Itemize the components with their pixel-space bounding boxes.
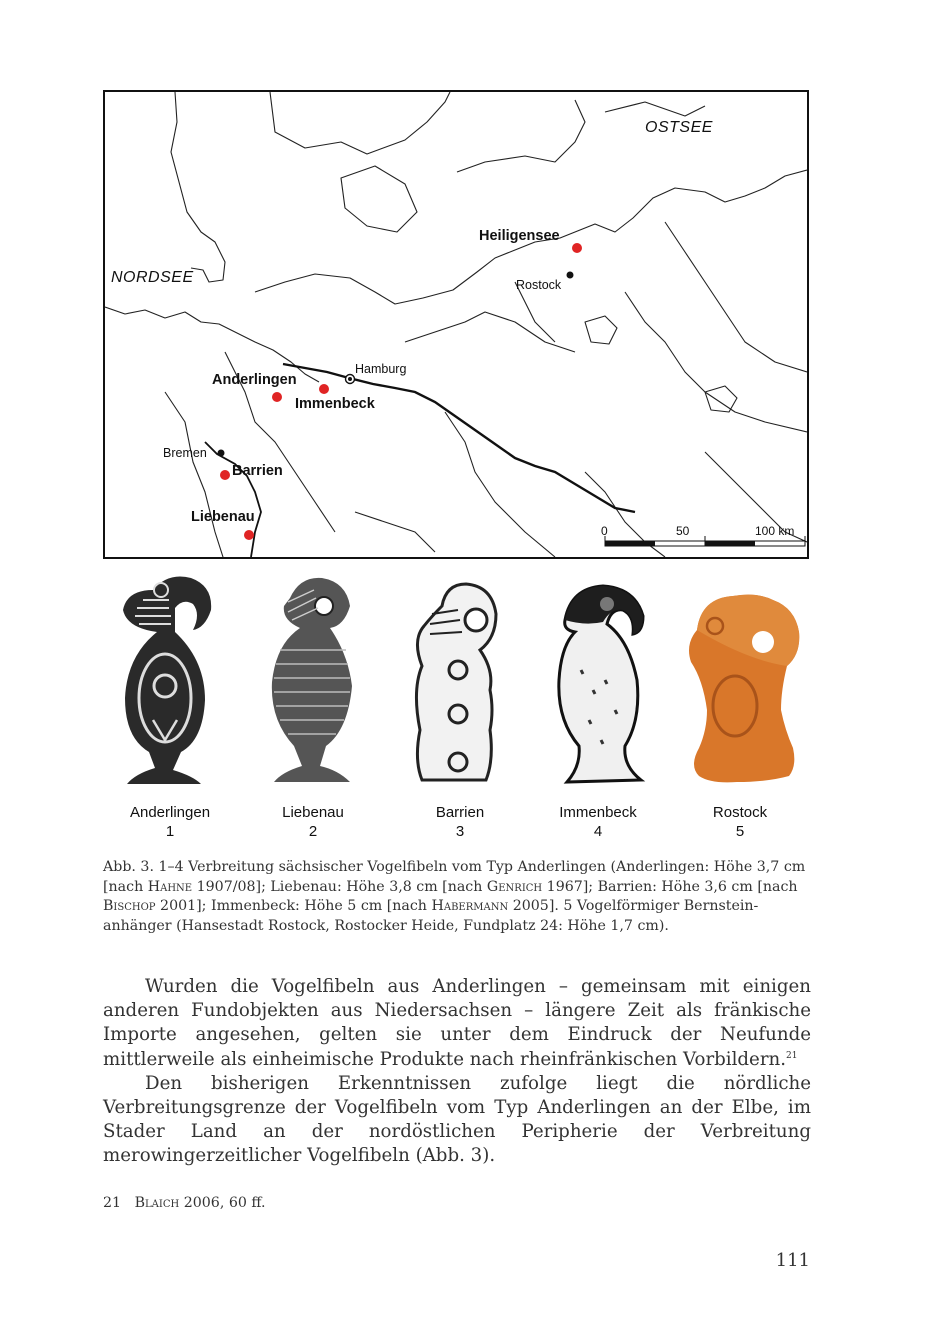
map-linework bbox=[105, 92, 807, 557]
river-10 bbox=[355, 512, 435, 552]
site-dot-immenbeck bbox=[319, 384, 329, 394]
caption-author: Genrich bbox=[486, 878, 543, 895]
figure-name: Anderlingen bbox=[129, 804, 211, 821]
figure-caption bbox=[103, 858, 811, 936]
caption-author: Hahne bbox=[147, 878, 193, 895]
figure-name: Immenbeck bbox=[559, 804, 637, 821]
figure-name: Barrien bbox=[435, 804, 485, 821]
fibula-immenbeck-drawing bbox=[545, 570, 655, 795]
footnote-ref[interactable]: 21 bbox=[786, 1050, 798, 1061]
site-dot-anderlingen bbox=[272, 392, 282, 402]
caption-author: Bischop bbox=[103, 898, 156, 914]
fibula-anderlingen-drawing bbox=[113, 570, 223, 795]
river-6 bbox=[665, 222, 807, 372]
caption-text: Abb. 3. 1–4 Verbreitung sächsischer Vogelfibeln vom Typ Anderlingen (Anderlingen: Höhe 3,7 cm [nach bbox=[103, 859, 806, 895]
scale-label-100km: 100 km bbox=[755, 524, 795, 538]
figure-number: 4 bbox=[593, 823, 603, 840]
fibula-liebenau-drawing bbox=[260, 570, 360, 795]
river-weser bbox=[205, 442, 261, 557]
caption-text: 1907/08]; Liebenau: Höhe 3,8 cm [nach bbox=[192, 878, 487, 895]
river-3 bbox=[405, 312, 575, 352]
scale-label-0: 0 bbox=[601, 524, 608, 538]
coastline-jutland bbox=[171, 92, 225, 282]
figure-number: 5 bbox=[735, 823, 745, 840]
river-1 bbox=[165, 392, 223, 557]
river-7 bbox=[445, 412, 555, 557]
site-label-liebenau: Liebenau bbox=[191, 509, 255, 525]
city-dot-rostock bbox=[567, 272, 574, 279]
city-dot-bremen bbox=[218, 450, 225, 457]
sea-label-ostsee: OSTSEE bbox=[645, 119, 713, 136]
paragraph-text: Wurden die Vogelfibeln aus Anderlingen – gemeinsam mit einigen anderen Fundobjekten aus Niedersachsen – längere Zeit als fränkische Importe angesehen, gelten sie unter dem Eindruck der Neufunde mittlerweile als einheimische Produkte nach rheinfränkischen Vorbildern. bbox=[103, 976, 811, 1070]
city-label-rostock: Rostock bbox=[516, 278, 562, 292]
site-label-barrien: Barrien bbox=[232, 463, 283, 479]
footnote-text: 2006, 60 ff. bbox=[179, 1195, 266, 1211]
site-dot-liebenau bbox=[244, 530, 254, 540]
lake-outline-2 bbox=[705, 386, 737, 412]
site-dot-heiligensee bbox=[572, 243, 582, 253]
figure-name: Rostock bbox=[712, 804, 768, 821]
caption-text: 2001]; Immenbeck: Höhe 5 cm [nach bbox=[155, 898, 432, 914]
caption-author: Habermann bbox=[431, 898, 509, 914]
site-dot-barrien bbox=[220, 470, 230, 480]
figure-number: 3 bbox=[455, 823, 465, 840]
site-label-immenbeck: Immenbeck bbox=[295, 396, 375, 412]
caption-text: 2005]. 5 Vogelförmiger Bernsteinanhänger (Hansestadt Rostock, Rostocker Heide, Fundplatz 24: Höhe 1,7 cm). bbox=[103, 898, 759, 934]
figure-name: Liebenau bbox=[282, 804, 344, 821]
distribution-map bbox=[103, 90, 809, 559]
fibula-barrien-drawing bbox=[402, 570, 502, 795]
figure-number: 1 bbox=[165, 823, 175, 840]
figure-label-3 bbox=[390, 803, 530, 841]
body-text bbox=[103, 975, 811, 1169]
footnote bbox=[103, 1195, 266, 1211]
coastline-northsea bbox=[105, 307, 319, 382]
scale-label-50: 50 bbox=[676, 524, 690, 538]
figure-number: 2 bbox=[308, 823, 318, 840]
city-label-hamburg: Hamburg bbox=[355, 362, 407, 376]
paragraph-text: Den bisherigen Erkenntnissen zufolge liegt die nördliche Verbreitungsgrenze der Vogelfibeln vom Typ Anderlingen an der Elbe, im Stader Land an der nordöstlichen Peripherie der Verbreitung merowingerzeitlicher Vogelfibeln (Abb. 3). bbox=[103, 1072, 811, 1167]
figure-label-2 bbox=[243, 803, 383, 841]
paragraph-1 bbox=[103, 975, 811, 1072]
footnote-author: Blaich bbox=[134, 1195, 180, 1211]
figure-label-4 bbox=[528, 803, 668, 841]
footnote-number: 21 bbox=[103, 1195, 122, 1211]
city-label-bremen: Bremen bbox=[163, 446, 207, 460]
site-label-anderlingen: Anderlingen bbox=[212, 372, 297, 388]
lake-outline-1 bbox=[585, 316, 617, 344]
paragraph-2 bbox=[103, 1072, 811, 1169]
page-number: 111 bbox=[775, 1250, 810, 1271]
figure-label-5 bbox=[670, 803, 810, 841]
figure-label-1 bbox=[100, 803, 240, 841]
sea-label-nordsee: NORDSEE bbox=[111, 269, 194, 286]
caption-text: 1967]; Barrien: Höhe 3,6 cm [nach bbox=[542, 878, 798, 895]
site-label-heiligensee: Heiligensee bbox=[479, 228, 560, 244]
river-elbe bbox=[283, 364, 635, 512]
city-dot-hamburg-inner bbox=[348, 377, 352, 381]
amber-pendant-rostock-image bbox=[677, 570, 807, 795]
